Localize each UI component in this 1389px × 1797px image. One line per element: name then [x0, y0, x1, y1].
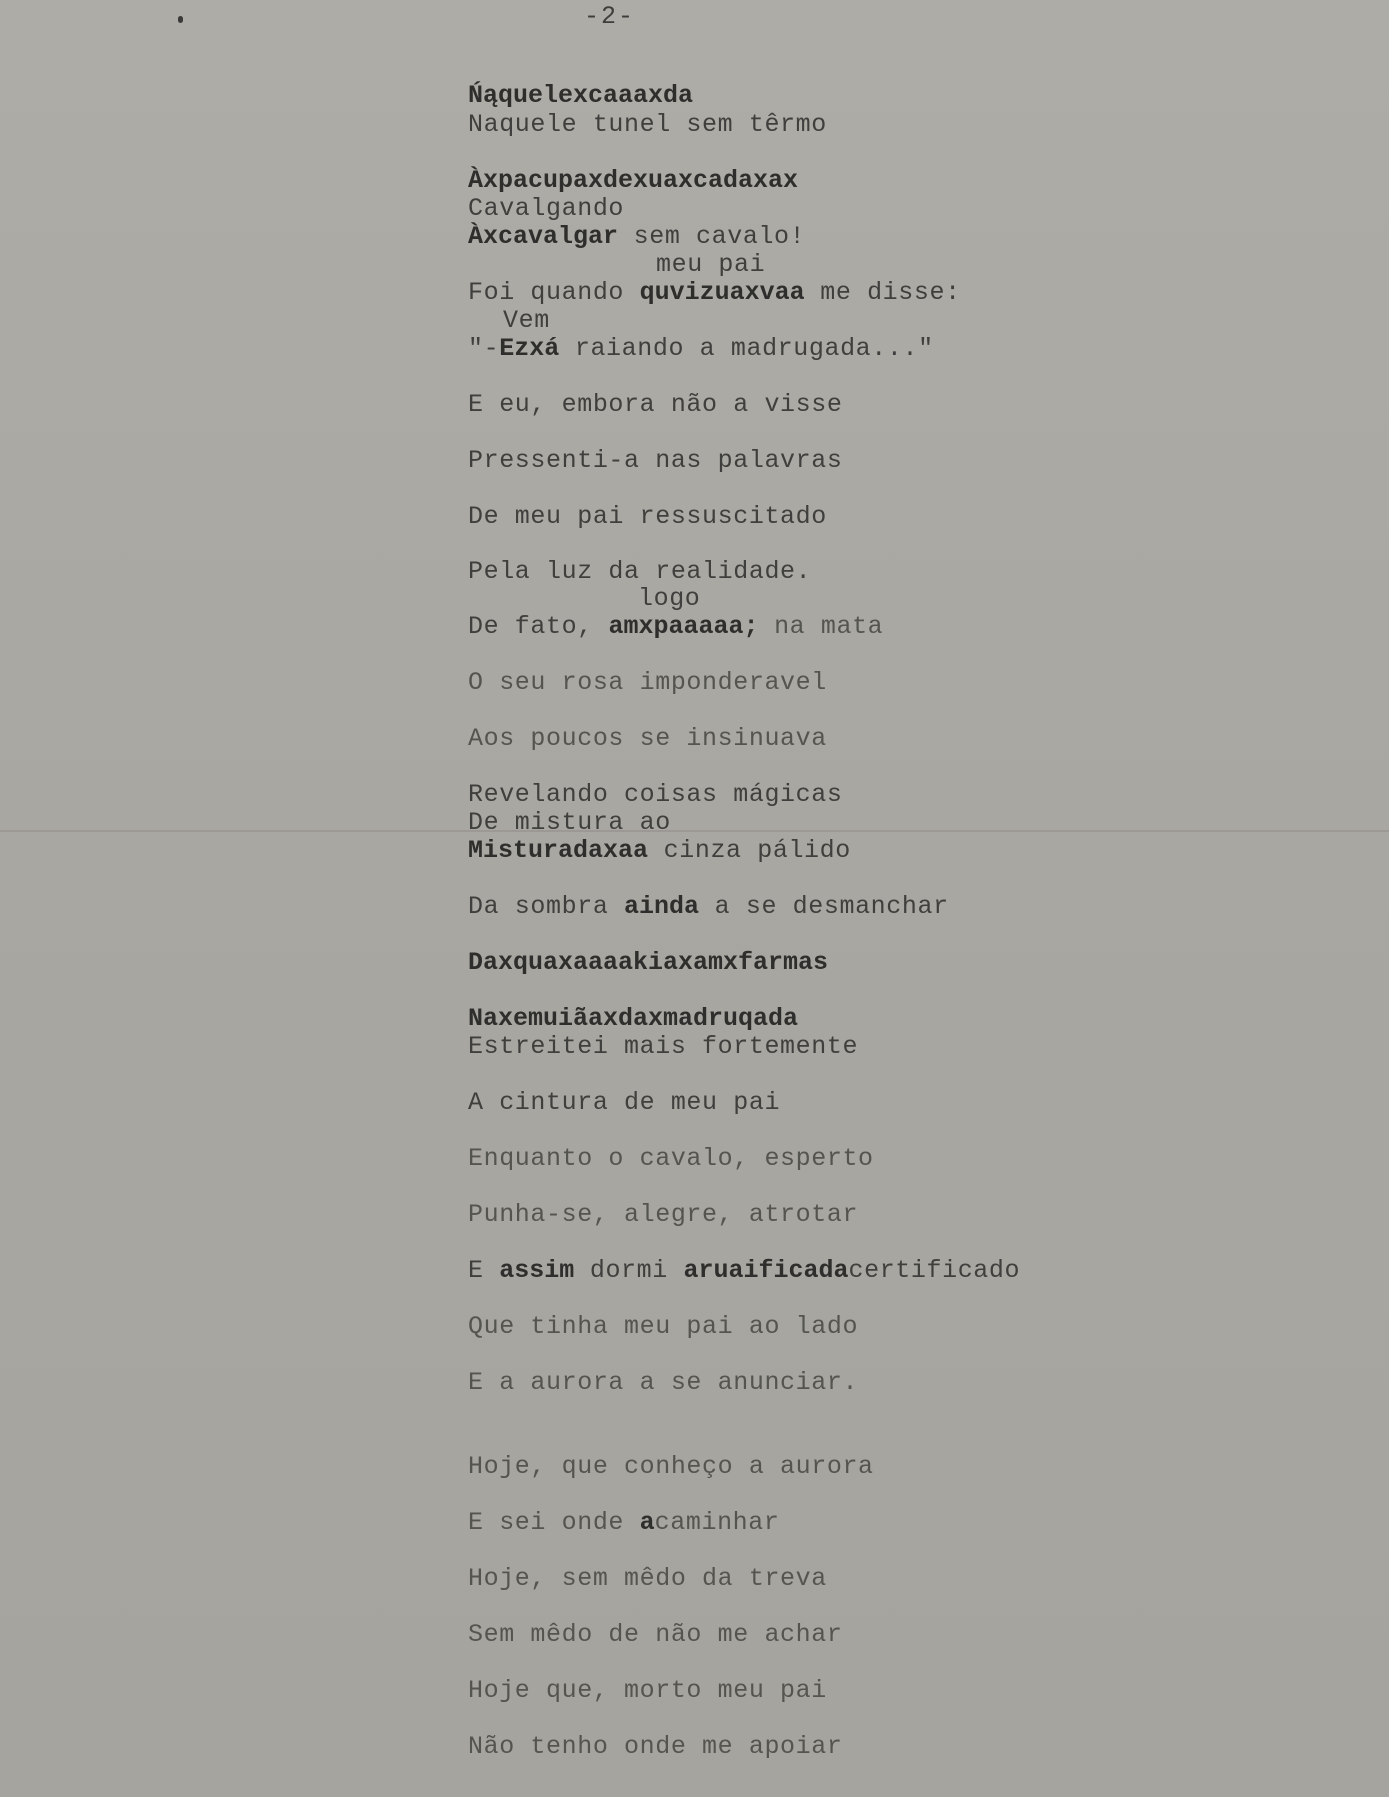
- line-segment: raiando a madrugada...": [559, 334, 934, 363]
- poem-line: Hoje, sem mêdo da treva: [468, 1564, 827, 1593]
- struck-word: amxpaaaaa;: [608, 612, 759, 641]
- poem-line: Enquanto o cavalo, esperto: [468, 1144, 874, 1173]
- line-segment: caminhar: [654, 1508, 780, 1537]
- poem-line: [468, 1509, 779, 1537]
- line-segment: me disse:: [804, 278, 961, 307]
- poem-line: Pressenti-a nas palavras: [468, 446, 843, 475]
- struck-line: Daxquaxaaaakiaxamxfarmas: [468, 948, 829, 977]
- struck-word: aruaificada: [683, 1256, 849, 1285]
- line-segment: a se desmanchar: [699, 892, 949, 921]
- interlinear-insertion: meu pai: [656, 250, 766, 279]
- paper-fold: [0, 830, 1389, 832]
- poem-line: [468, 837, 851, 865]
- poem-line: [468, 1257, 1020, 1285]
- poem-line: De meu pai ressuscitado: [468, 502, 827, 531]
- poem-line: De mistura ao: [468, 808, 671, 837]
- poem-line: Punha-se, alegre, atrotar: [468, 1200, 859, 1229]
- poem-line: Pela luz da realidade.: [468, 557, 812, 586]
- poem-line: Hoje que, morto meu pai: [468, 1676, 827, 1705]
- poem-line: A cintura de meu pai: [468, 1088, 781, 1117]
- poem-line: O seu rosa imponderavel: [468, 668, 827, 697]
- poem-line: Hoje, que conheço a aurora: [468, 1452, 874, 1481]
- poem-line: Naquele tunel sem têrmo: [468, 110, 827, 139]
- line-segment: na mata: [758, 612, 884, 641]
- poem-line: [468, 613, 883, 641]
- poem-line: Não tenho onde me apoiar: [468, 1732, 843, 1761]
- line-segment: sem cavalo!: [618, 222, 806, 251]
- poem-line: Revelando coisas mágicas: [468, 780, 843, 809]
- line-segment: E: [468, 1256, 500, 1285]
- poem-line: Aos poucos se insinuava: [468, 724, 827, 753]
- interlinear-insertion: Vem: [503, 306, 550, 335]
- poem-line: Sem mêdo de não me achar: [468, 1620, 843, 1649]
- line-segment: dormi: [574, 1256, 684, 1285]
- struck-word: ainda: [624, 892, 700, 921]
- poem-line: E a aurora a se anunciar.: [468, 1368, 859, 1397]
- poem-line: [468, 279, 961, 307]
- line-segment: cinza pálido: [648, 836, 851, 865]
- struck-word: assim: [499, 1256, 575, 1285]
- struck-line: Naxemuiãaxdaxmadruqada: [468, 1004, 799, 1033]
- struck-line: Àxpacupaxdexuaxcadaxax: [468, 166, 799, 195]
- poem-line: Estreitei mais fortemente: [468, 1032, 859, 1061]
- poem-line: [468, 893, 949, 921]
- line-segment: certificado: [848, 1256, 1021, 1285]
- struck-word: Ezxá: [499, 334, 560, 363]
- poem-line: [468, 335, 934, 363]
- line-segment: E sei onde: [468, 1508, 640, 1537]
- poem-line: Que tinha meu pai ao lado: [468, 1312, 859, 1341]
- line-segment: Da sombra: [468, 892, 625, 921]
- line-segment: De fato,: [468, 612, 609, 641]
- line-segment: "-: [468, 334, 500, 363]
- poem-line: E eu, embora não a visse: [468, 390, 843, 419]
- struck-word: Àxcavalgar: [468, 222, 619, 251]
- struck-word: quvizuaxvaa: [639, 278, 805, 307]
- page-number: -2-: [584, 2, 636, 31]
- poem-line: Cavalgando: [468, 194, 625, 223]
- struck-word: a: [639, 1508, 655, 1537]
- line-segment: Foi quando: [468, 278, 640, 307]
- ink-spot: [178, 16, 183, 23]
- struck-line: Ńąquelexcaaaxda: [468, 81, 694, 110]
- poem-line: [468, 223, 805, 251]
- struck-word: Misturadaxaa: [468, 836, 649, 865]
- interlinear-insertion: logo: [638, 584, 701, 613]
